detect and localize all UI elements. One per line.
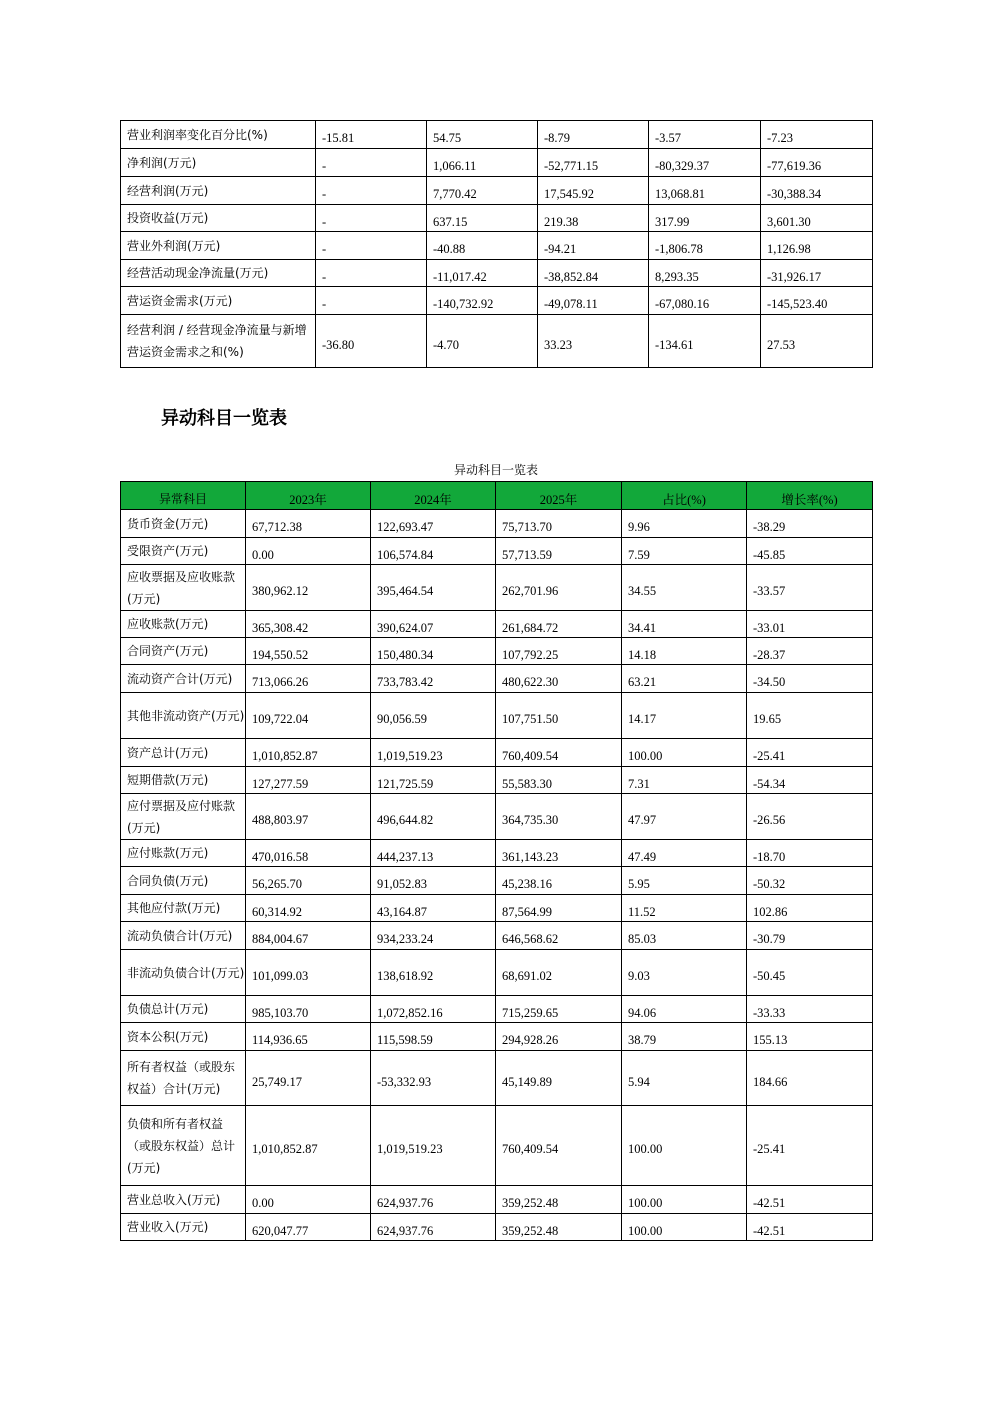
financial-ratios-table (120, 120, 873, 368)
value-cell: 934,233.24 (371, 922, 496, 950)
value-cell: 25,749.17 (246, 1051, 371, 1106)
value-cell: -28.37 (747, 638, 873, 665)
table-row (121, 922, 873, 950)
value-cell: 101,099.03 (246, 950, 371, 996)
row-label: 资产总计(万元) (121, 739, 246, 767)
value-cell: 68,691.02 (496, 950, 622, 996)
value-cell: 395,464.54 (371, 565, 496, 611)
value-cell: 1,126.98 (761, 232, 873, 260)
table-row (121, 149, 873, 177)
row-label: 资本公积(万元) (121, 1023, 246, 1051)
value-cell: 47.97 (622, 794, 747, 840)
value-cell: 620,047.77 (246, 1214, 371, 1241)
table-row (121, 867, 873, 895)
value-cell: -36.80 (316, 315, 427, 368)
table-row (121, 315, 873, 368)
value-cell: 7.31 (622, 767, 747, 794)
value-cell: 45,238.16 (496, 867, 622, 895)
value-cell: 45,149.89 (496, 1051, 622, 1106)
value-cell: -145,523.40 (761, 287, 873, 315)
value-cell: 11.52 (622, 895, 747, 922)
value-cell: 1,019,519.23 (371, 1106, 496, 1186)
value-cell: -50.32 (747, 867, 873, 895)
row-label: 负债总计(万元) (121, 996, 246, 1023)
table-row (121, 996, 873, 1023)
value-cell: 155.13 (747, 1023, 873, 1051)
value-cell: 100.00 (622, 1214, 747, 1241)
value-cell: -31,926.17 (761, 260, 873, 287)
value-cell: -77,619.36 (761, 149, 873, 177)
value-cell: 114,936.65 (246, 1023, 371, 1051)
table-row (121, 1214, 873, 1241)
header-cell: 异常科目 (121, 482, 246, 510)
value-cell: 380,962.12 (246, 565, 371, 611)
table-row (121, 794, 873, 840)
value-cell: 624,937.76 (371, 1186, 496, 1214)
table-row (121, 665, 873, 693)
value-cell: 109,722.04 (246, 693, 371, 739)
header-cell: 2023年 (246, 482, 371, 510)
financial-ratios-body (121, 121, 873, 368)
value-cell: 5.95 (622, 867, 747, 895)
value-cell: 3,601.30 (761, 205, 873, 232)
value-cell: 47.49 (622, 840, 747, 867)
value-cell: -42.51 (747, 1214, 873, 1241)
value-cell: 34.55 (622, 565, 747, 611)
header-row (121, 482, 873, 510)
value-cell: -1,806.78 (649, 232, 761, 260)
value-cell: 9.03 (622, 950, 747, 996)
table-row (121, 950, 873, 996)
value-cell: -134.61 (649, 315, 761, 368)
value-cell: 94.06 (622, 996, 747, 1023)
table-row (121, 1051, 873, 1106)
value-cell: 107,792.25 (496, 638, 622, 665)
row-label: 经营利润 / 经营现金净流量与新增营运资金需求之和(%) (121, 315, 316, 368)
value-cell: 150,480.34 (371, 638, 496, 665)
value-cell: 496,644.82 (371, 794, 496, 840)
value-cell: 90,056.59 (371, 693, 496, 739)
value-cell: -30.79 (747, 922, 873, 950)
value-cell: 1,019,519.23 (371, 739, 496, 767)
value-cell: 138,618.92 (371, 950, 496, 996)
value-cell: 470,016.58 (246, 840, 371, 867)
table-row (121, 565, 873, 611)
value-cell: -45.85 (747, 538, 873, 565)
value-cell: -33.01 (747, 611, 873, 638)
row-label: 非流动负债合计(万元) (121, 950, 246, 996)
value-cell: 488,803.97 (246, 794, 371, 840)
value-cell: 444,237.13 (371, 840, 496, 867)
table-row (121, 121, 873, 149)
row-label: 投资收益(万元) (121, 205, 316, 232)
row-label: 营业利润率变化百分比(%) (121, 121, 316, 149)
value-cell: - (316, 232, 427, 260)
value-cell: -30,388.34 (761, 177, 873, 205)
value-cell: 100.00 (622, 739, 747, 767)
value-cell: 13,068.81 (649, 177, 761, 205)
value-cell: 38.79 (622, 1023, 747, 1051)
value-cell: -26.56 (747, 794, 873, 840)
value-cell: 56,265.70 (246, 867, 371, 895)
value-cell: 14.17 (622, 693, 747, 739)
value-cell: 760,409.54 (496, 739, 622, 767)
value-cell: -38,852.84 (538, 260, 649, 287)
value-cell: 480,622.30 (496, 665, 622, 693)
value-cell: -4.70 (427, 315, 538, 368)
value-cell: 121,725.59 (371, 767, 496, 794)
table-row (121, 287, 873, 315)
value-cell: 359,252.48 (496, 1186, 622, 1214)
value-cell: 127,277.59 (246, 767, 371, 794)
value-cell: 637.15 (427, 205, 538, 232)
value-cell: 102.86 (747, 895, 873, 922)
header-cell: 2024年 (371, 482, 496, 510)
value-cell: 1,010,852.87 (246, 739, 371, 767)
value-cell: -67,080.16 (649, 287, 761, 315)
value-cell: -49,078.11 (538, 287, 649, 315)
table-row (121, 538, 873, 565)
table-row (121, 1106, 873, 1186)
value-cell: - (316, 287, 427, 315)
value-cell: -11,017.42 (427, 260, 538, 287)
table-row (121, 693, 873, 739)
value-cell: 0.00 (246, 538, 371, 565)
value-cell: 0.00 (246, 1186, 371, 1214)
value-cell: 19.65 (747, 693, 873, 739)
value-cell: 7,770.42 (427, 177, 538, 205)
row-label: 合同负债(万元) (121, 867, 246, 895)
value-cell: 67,712.38 (246, 510, 371, 538)
row-label: 其他非流动资产(万元) (121, 693, 246, 739)
value-cell: 57,713.59 (496, 538, 622, 565)
value-cell: 7.59 (622, 538, 747, 565)
row-label: 应收账款(万元) (121, 611, 246, 638)
value-cell: 122,693.47 (371, 510, 496, 538)
row-label: 应付账款(万元) (121, 840, 246, 867)
value-cell: 624,937.76 (371, 1214, 496, 1241)
value-cell: 194,550.52 (246, 638, 371, 665)
value-cell: 115,598.59 (371, 1023, 496, 1051)
anomaly-items-header (121, 482, 873, 510)
row-label: 营业总收入(万元) (121, 1186, 246, 1214)
row-label: 营运资金需求(万元) (121, 287, 316, 315)
value-cell: 760,409.54 (496, 1106, 622, 1186)
value-cell: - (316, 177, 427, 205)
table-row (121, 767, 873, 794)
value-cell: 34.41 (622, 611, 747, 638)
anomaly-items-body (121, 510, 873, 1241)
value-cell: -18.70 (747, 840, 873, 867)
value-cell: 985,103.70 (246, 996, 371, 1023)
row-label: 受限资产(万元) (121, 538, 246, 565)
value-cell: 60,314.92 (246, 895, 371, 922)
value-cell: -3.57 (649, 121, 761, 149)
value-cell: 1,072,852.16 (371, 996, 496, 1023)
table-row (121, 840, 873, 867)
table-row (121, 739, 873, 767)
value-cell: 14.18 (622, 638, 747, 665)
value-cell: 8,293.35 (649, 260, 761, 287)
value-cell: 75,713.70 (496, 510, 622, 538)
value-cell: 713,066.26 (246, 665, 371, 693)
value-cell: - (316, 149, 427, 177)
value-cell: 106,574.84 (371, 538, 496, 565)
anomaly-items-table (120, 481, 873, 1241)
row-label: 净利润(万元) (121, 149, 316, 177)
section-title: 异动科目一览表 (161, 408, 287, 429)
row-label: 合同资产(万元) (121, 638, 246, 665)
row-label: 应收票据及应收账款(万元) (121, 565, 246, 611)
value-cell: 5.94 (622, 1051, 747, 1106)
value-cell: -38.29 (747, 510, 873, 538)
value-cell: -94.21 (538, 232, 649, 260)
value-cell: - (316, 205, 427, 232)
value-cell: 733,783.42 (371, 665, 496, 693)
table-row (121, 260, 873, 287)
row-label: 应付票据及应付账款(万元) (121, 794, 246, 840)
value-cell: -54.34 (747, 767, 873, 794)
value-cell: 85.03 (622, 922, 747, 950)
value-cell: 361,143.23 (496, 840, 622, 867)
value-cell: -8.79 (538, 121, 649, 149)
value-cell: 184.66 (747, 1051, 873, 1106)
row-label: 短期借款(万元) (121, 767, 246, 794)
value-cell: 1,066.11 (427, 149, 538, 177)
value-cell: 100.00 (622, 1106, 747, 1186)
table-row (121, 1023, 873, 1051)
row-label: 货币资金(万元) (121, 510, 246, 538)
value-cell: -34.50 (747, 665, 873, 693)
value-cell: -80,329.37 (649, 149, 761, 177)
row-label: 其他应付款(万元) (121, 895, 246, 922)
value-cell: -33.33 (747, 996, 873, 1023)
value-cell: 219.38 (538, 205, 649, 232)
value-cell: -53,332.93 (371, 1051, 496, 1106)
table-row (121, 1186, 873, 1214)
row-label: 所有者权益（或股东权益）合计(万元) (121, 1051, 246, 1106)
value-cell: 43,164.87 (371, 895, 496, 922)
value-cell: -52,771.15 (538, 149, 649, 177)
header-cell: 增长率(%) (747, 482, 873, 510)
value-cell: 294,928.26 (496, 1023, 622, 1051)
value-cell: -15.81 (316, 121, 427, 149)
row-label: 负债和所有者权益（或股东权益）总计(万元) (121, 1106, 246, 1186)
value-cell: 9.96 (622, 510, 747, 538)
row-label: 流动负债合计(万元) (121, 922, 246, 950)
table-row (121, 205, 873, 232)
value-cell: 262,701.96 (496, 565, 622, 611)
table-row (121, 177, 873, 205)
value-cell: 100.00 (622, 1186, 747, 1214)
header-cell: 2025年 (496, 482, 622, 510)
table-row (121, 232, 873, 260)
table-row (121, 611, 873, 638)
table-row (121, 895, 873, 922)
value-cell: 261,684.72 (496, 611, 622, 638)
header-cell: 占比(%) (622, 482, 747, 510)
value-cell: 715,259.65 (496, 996, 622, 1023)
value-cell: 364,735.30 (496, 794, 622, 840)
value-cell: -7.23 (761, 121, 873, 149)
table-row (121, 638, 873, 665)
value-cell: 87,564.99 (496, 895, 622, 922)
row-label: 流动资产合计(万元) (121, 665, 246, 693)
row-label: 经营利润(万元) (121, 177, 316, 205)
row-label: 营业收入(万元) (121, 1214, 246, 1241)
value-cell: - (316, 260, 427, 287)
value-cell: 17,545.92 (538, 177, 649, 205)
value-cell: -33.57 (747, 565, 873, 611)
value-cell: 1,010,852.87 (246, 1106, 371, 1186)
table-row (121, 510, 873, 538)
value-cell: -140,732.92 (427, 287, 538, 315)
value-cell: 359,252.48 (496, 1214, 622, 1241)
value-cell: 55,583.30 (496, 767, 622, 794)
value-cell: 33.23 (538, 315, 649, 368)
value-cell: 27.53 (761, 315, 873, 368)
value-cell: 646,568.62 (496, 922, 622, 950)
value-cell: 317.99 (649, 205, 761, 232)
value-cell: -50.45 (747, 950, 873, 996)
value-cell: 365,308.42 (246, 611, 371, 638)
value-cell: -40.88 (427, 232, 538, 260)
value-cell: 107,751.50 (496, 693, 622, 739)
value-cell: 884,004.67 (246, 922, 371, 950)
value-cell: 91,052.83 (371, 867, 496, 895)
value-cell: 54.75 (427, 121, 538, 149)
value-cell: 63.21 (622, 665, 747, 693)
value-cell: -25.41 (747, 1106, 873, 1186)
value-cell: -25.41 (747, 739, 873, 767)
table-caption: 异动科目一览表 (453, 463, 538, 477)
row-label: 营业外利润(万元) (121, 232, 316, 260)
value-cell: -42.51 (747, 1186, 873, 1214)
row-label: 经营活动现金净流量(万元) (121, 260, 316, 287)
value-cell: 390,624.07 (371, 611, 496, 638)
